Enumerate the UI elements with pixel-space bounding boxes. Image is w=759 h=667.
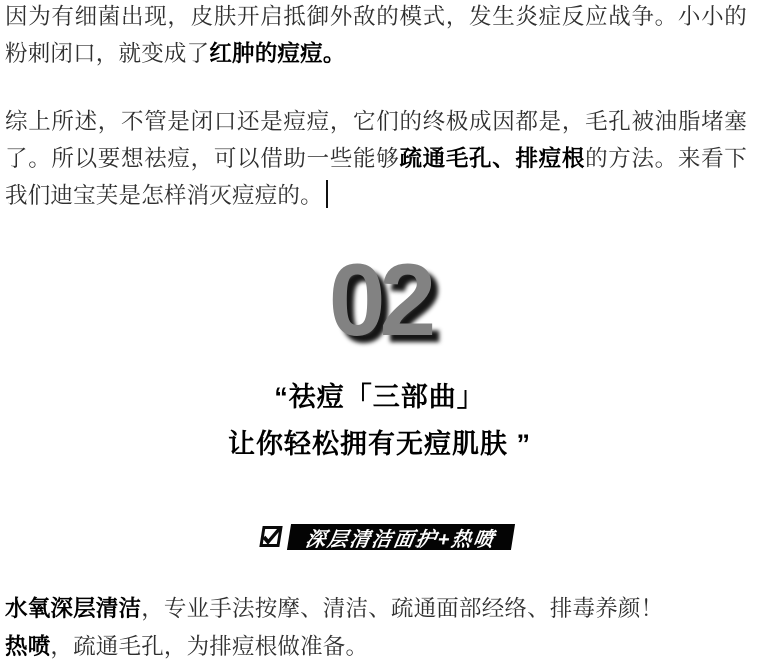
step-banner-row[interactable] [261,523,513,550]
step-text: ，疏通毛孔，为排痘根做准备。 [50,634,369,659]
section-number[interactable]: 02 [328,243,431,357]
paragraph-summary-cause[interactable] [5,103,747,214]
checked-checkbox-icon [259,526,282,547]
paragraph-text: 的方法。来看下我们迪宝芙是怎样消灭痘痘的。 [5,146,747,208]
step-description-deep-clean[interactable] [5,590,747,627]
step-text: ，专业手法按摩、清洁、疏通面部经络、排毒养颜！ [141,596,664,621]
step-banner [287,524,515,550]
paragraph-bold-text: 红肿的痘痘。 [209,41,346,66]
text-caret [326,180,328,208]
quote-line-2: 让你轻松拥有无痘肌肤 ” [227,429,531,459]
paragraph-text: 综上所述，不管是闭口还是痘痘，它们的终极成因都是，毛孔被油脂堵塞了。所以要想祛痘，可以借助一些能够 [5,109,747,171]
paragraph-intro-inflammation[interactable] [5,0,747,72]
step-bold-text: 水氧深层清洁 [5,596,142,621]
paragraph-text: 因为有细菌出现，皮肤开启抵御外敌的模式，发生炎症反应战争。小小的粉刺闭口，就变成了 [5,4,747,66]
section-quote-headline[interactable] [0,374,759,468]
step-description-hot-spray[interactable] [5,628,747,665]
paragraph-bold-text: 疏通毛孔、排痘根 [399,146,586,171]
step-bold-text: 热喷 [5,634,51,659]
quote-line-1: “祛痘「三部曲」 [274,382,485,412]
step-banner-label: 深层清洁面护+热喷 [303,528,498,550]
